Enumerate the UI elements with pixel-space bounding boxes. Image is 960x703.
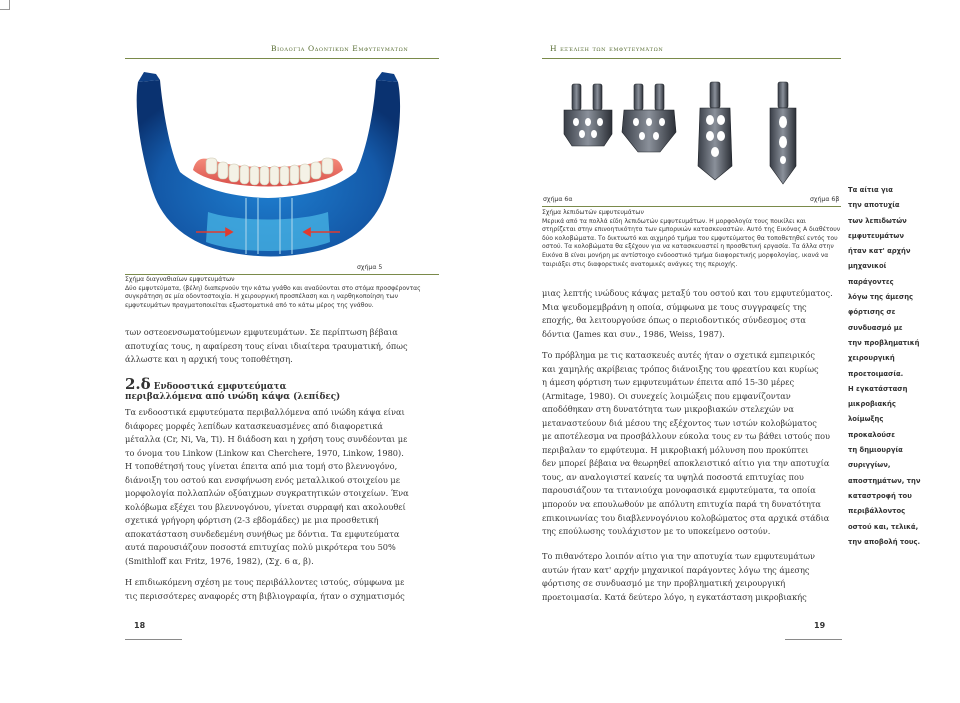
text-line: διάνοιξη του οστού και ενσφήνωση ενός μεταλλικού στοιχείου με — [125, 474, 400, 485]
caption-line: οστού. Τα κολοβώματα θα εξέχουν για να κατασκευαστεί η προσθετική εργασία. Τα άλλα στην — [542, 243, 834, 251]
running-head-right: Η εξέλιξη των εμφυτευμάτων — [550, 44, 664, 53]
text-line: δεν μπορεί βέβαια να θεωρηθεί αποκλειστικό αίτιο για την αποτυχία — [542, 458, 830, 469]
page-number-left: 18 — [134, 621, 146, 630]
section-title-line2: περιβαλλόμενα από ινώδη κάψα (λεπίδες) — [125, 392, 341, 402]
text-line: φόρτισης σε συνδυασμό με την προβληματική χειρουργική — [542, 578, 786, 589]
margin-note-line: Η εγκατάσταση — [848, 384, 908, 393]
margin-note-line: προκαλούσε — [848, 430, 896, 439]
closing-paragraph — [125, 576, 440, 603]
blade-implants-figure — [560, 76, 822, 186]
paragraph-1 — [542, 287, 842, 341]
crop-mark — [0, 0, 10, 10]
text-line: περιβαλαν το εμφύτευμα. Η μικροβιακή μόλυνση που προκύπτει — [542, 444, 809, 455]
margin-note-line: την προβληματική — [848, 338, 920, 347]
margin-note-line: φόρτισης σε — [848, 308, 896, 317]
text-line: Μια ψευδομεμβράνη η οποία, σύμφωνα με τους συγγραφείς της — [542, 301, 807, 312]
section-heading — [125, 375, 286, 393]
margin-note-line: μικροβιακής — [848, 400, 896, 409]
running-head-left: Βιολογία Οδοντικών Εμφυτευμάτων — [271, 44, 409, 53]
text-line: μορφολογία πολλαπλών οξύαιχμων συγκρατητικών στοιχείων. Ένα — [125, 488, 409, 499]
caption-line: Μερικά από τα πολλά είδη λεπιδωτών εμφυτευμάτων. Η μορφολογία τους ποικίλει και — [542, 217, 806, 225]
margin-note-line: περιβάλλοντος — [848, 507, 906, 516]
figure-6-caption — [542, 209, 842, 269]
text-line: (Smithloff και Fritz, 1976, 1982), (Σχ. 6 α, β). — [125, 556, 314, 567]
margin-note-line: Τα αίτια για — [848, 186, 893, 194]
text-line: αυτά παρουσιάζουν ποσοστά επιτυχίας πολύ μικρότερα του 50% — [125, 542, 396, 553]
caption-line: συγκράτηση σε μία οδοντοστοιχία. Η χειρουργική προσπέλαση και η ναρθηκοποίηση των — [125, 293, 399, 301]
caption-rule — [125, 274, 439, 275]
text-line: Το πιθανότερο λοιπόν αίτιο για την αποτυχία των εμφυτευμάτων — [542, 551, 816, 561]
margin-note-line: λόγω της άμεσης — [848, 293, 914, 302]
paragraph-2 — [542, 349, 842, 539]
mandible-figure — [108, 72, 428, 267]
caption-line: Εικόνα Β είναι μονήρη με αντίστοιχο ενδοοστικό τμήμα διαφορετικής μορφολογίας, ικανά να — [542, 251, 829, 259]
right-page — [480, 0, 960, 703]
text-line: Τα ενδοοστικά εμφυτεύματα περιβαλλόμενα από ινώδη κάψα είναι — [125, 407, 405, 417]
blade-implant-a — [564, 84, 612, 146]
figure-label-6a: σχήμα 6α — [543, 196, 573, 203]
text-line: των οστεοενσωματούμενων εμφυτευμάτων. Σε περίπτωση βέβαια — [125, 327, 398, 337]
margin-note-line: καταστροφή του — [848, 491, 912, 500]
text-line: εποχής, θα λειτουργούσε όπως ο περιοδοντικός σύνδεσμος στα — [542, 315, 806, 326]
text-line: μπορούν να επουλωθούν με απόλυτη επιτυχία παρά τη δυνατότητα — [542, 499, 821, 510]
text-line: αυτών ήταν κατ' αρχήν μηχανικοί παράγοντες λόγω της άμεσης — [542, 564, 810, 575]
text-line: (Armitage, 1980). Οι συνεχείς λοιμώξεις που εμφανίζονταν — [542, 390, 791, 401]
text-line: κολόβωμα εξέχει του βλεννογόνου, γίνεται συρραφή και ακολουθεί — [125, 501, 406, 512]
page-number-right: 19 — [814, 621, 826, 630]
text-line: τους, αν αναλογιστεί κανείς τα υψηλά ποσοστά επιτυχίας που — [542, 471, 804, 482]
text-line: αποδόθηκαν στη δυνατότητα των μικροβιακών στελεχών να — [542, 404, 794, 415]
blade-implant-b2 — [770, 82, 796, 184]
margin-note — [848, 183, 956, 550]
caption-title: Σχήμα λεπιδωτών εμφυτευμάτων — [542, 209, 644, 216]
margin-note-line: αποστημάτων, την — [848, 476, 921, 485]
text-line: η άμεση φόρτιση των εμφυτευμάτων έπειτα από 15-30 μέρες — [542, 377, 795, 388]
margin-note-line: συριγγίων, — [848, 461, 891, 470]
margin-note-line: την αποβολή τους. — [848, 537, 921, 546]
margin-note-line: μηχανικοί — [848, 262, 887, 271]
blade-implant-b1 — [698, 82, 732, 180]
text-line: άλλωστε και η αρχική τους τοποθέτηση. — [125, 354, 293, 365]
margin-note-line: τη δημιουργία — [848, 446, 903, 455]
caption-rule — [542, 206, 841, 207]
margin-note-line: προετοιμασία. — [848, 369, 904, 378]
text-line: επικοινωνίας του διαβλεννογόνιου κολοβώματος στα αρχικά στάδια — [542, 512, 830, 523]
margin-note-line: συνδυασμό με — [848, 323, 903, 332]
text-line: παρουσιάζουν τα τιτανιούχα μονοφασικά εμφυτεύματα, τα οποία — [542, 485, 816, 496]
text-line: μιας λεπτής ινώδους κάψας μεταξύ του οστού και του εμφυτεύματος. — [542, 288, 833, 298]
text-line: τις περισσότερες αναφορές στη βιβλιογραφία, ήταν ο σχηματισμός — [125, 590, 405, 601]
text-line: Η τοποθέτησή τους γίνεται έπειτα από μια τομή στο βλεννογόνο, — [125, 461, 398, 472]
text-line: της επούλωσης τουλάχιστον με το υποκείμενο οστούν. — [542, 526, 771, 537]
page-number-rule — [125, 639, 182, 640]
text-line: δόντια (James και συν., 1986, Weiss, 1987). — [542, 328, 725, 339]
section-title-line1: Ενδοοστικά εμφυτεύματα — [153, 382, 287, 392]
text-line: αποκατάσταση συνδεδεμένη συνήθως με δόντια. Τα εμφυτεύματα — [125, 528, 400, 539]
caption-line: στηρίζεται στην επινοητικότητα των εμπορικών κατασκευαστών. Αυτό της Εικόνας Α διαθέτουν — [542, 226, 841, 234]
caption-title: Σχήμα διαγναθιαίων εμφυτευμάτων — [125, 276, 235, 283]
text-line: διάφορες μορφές λεπίδων κατασκευασμένες από διαφορετικά — [125, 420, 383, 431]
text-line: με αποτέλεσμα να προσβάλλουν εύκολα τους εν τω βάθει ιστούς που — [542, 431, 830, 442]
text-line: αποτυχίας τους, η αφαίρεση τους είναι ιδιαίτερα τραυματική, όπως — [125, 340, 408, 351]
margin-note-line: παράγοντες — [848, 277, 894, 286]
figure-5-caption — [125, 276, 440, 310]
margin-note-line: την αποτυχία — [848, 201, 900, 210]
text-line: το όνομα του Linkow (Linkow και Cherchere, 1970, Linkow, 1980). — [125, 447, 404, 458]
text-line: σχετικά γρήγορη φόρτιση (2-3 εβδομάδες) με μια προσθετική — [125, 515, 379, 526]
figure-label-6b: σχήμα 6β — [810, 196, 840, 203]
margin-note-line: των λεπιδωτών — [848, 216, 907, 225]
margin-note-line: χειρουργική — [848, 354, 895, 363]
margin-note-line: οστού και, τελικά, — [848, 522, 919, 531]
text-line: μεταναστεύουν διά μέσου της εξέχοντος των ιστών κολοβώματος — [542, 417, 817, 428]
text-line: Η επιδιωκόμενη σχέση με τους περιβάλλοντες ιστούς, σύμφωνα με — [125, 577, 405, 587]
margin-note-line: λοίμωξης — [848, 415, 884, 424]
page-number-rule — [785, 639, 842, 640]
caption-line: εμφυτευμάτων πραγματοποιείται εξωστοματικά από το κάτω μέρος της γνάθου. — [125, 301, 374, 309]
figure-label-5: σχήμα 5 — [357, 264, 383, 271]
margin-note-line: ήταν κατ' αρχήν — [848, 247, 911, 256]
caption-line: ταιριάξει στις διαφορετικές ανατομικές ανάγκες της περιοχής. — [542, 260, 738, 268]
header-rule — [125, 58, 439, 59]
text-line: προετοιμασία. Κατά δεύτερο λόγο, η εγκατάσταση μικροβιακής — [542, 591, 807, 602]
section-paragraph — [125, 406, 440, 569]
margin-note-line: εμφυτευμάτων — [848, 231, 904, 240]
text-line: και χαμηλής ακρίβειας τρόπος διάνοιξης του φρεατίου και κυρίως — [542, 363, 819, 374]
caption-line: δύο κολοβώματα. Το δικτυωτό και αιχμηρό τμήμα του εμφυτεύματος θα τοποθετηθεί εντός του — [542, 234, 838, 242]
section-number: 2.δ — [125, 375, 151, 393]
text-line: μέταλλα (Cr, Ni, Va, Ti). Η διάδοση και η χρήση τους συνδέονται με — [125, 434, 408, 445]
caption-line: Δύο εμφυτεύματα, (βέλη) διαπερνούν την κάτω γνάθο και αναδύονται στο στόμα προσφέροντας — [125, 284, 421, 292]
intro-paragraph — [125, 326, 440, 367]
header-rule — [542, 58, 841, 59]
paragraph-3 — [542, 550, 842, 604]
text-line: Το πρόβλημα με τις κατασκευές αυτές ήταν ο σχετικά εμπειρικός — [542, 350, 815, 360]
